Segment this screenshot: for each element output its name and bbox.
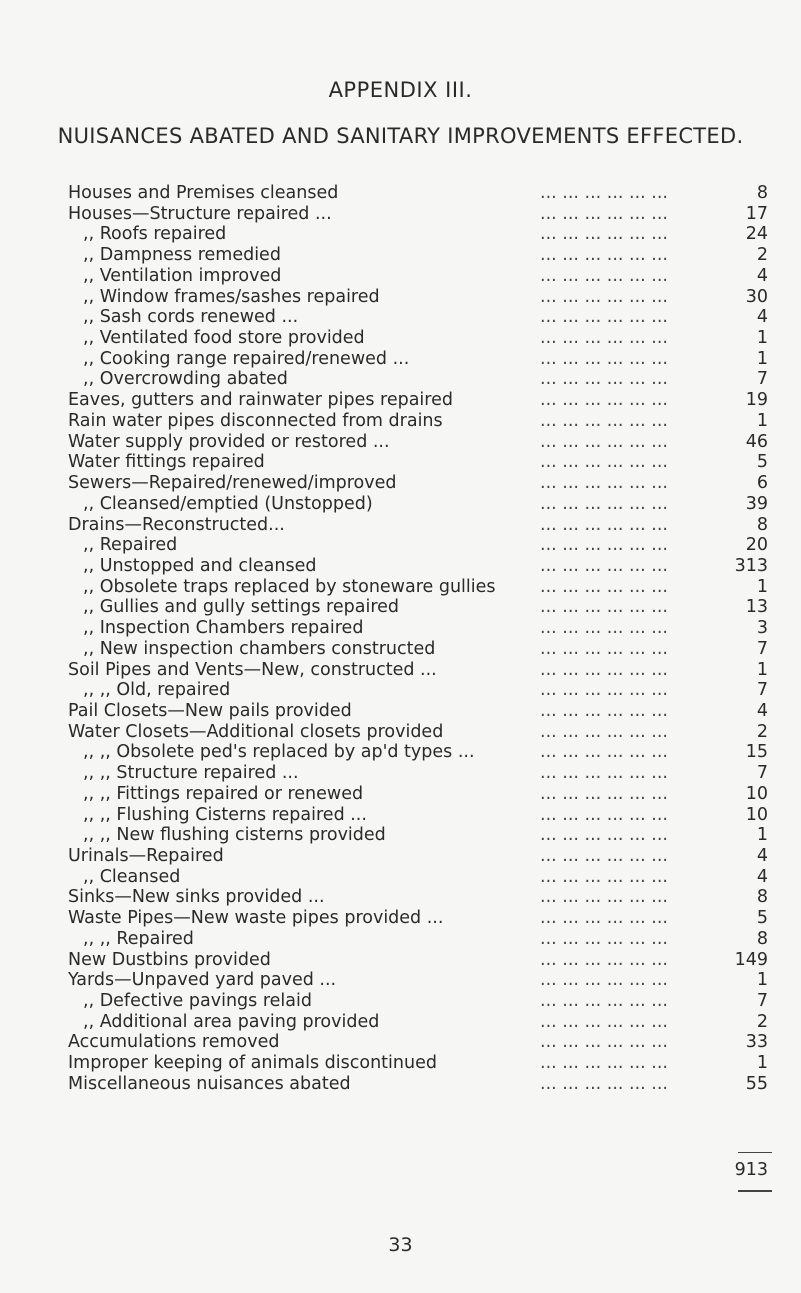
item-label: ,, ,, Structure repaired ...	[83, 763, 299, 784]
item-value: 6	[756, 473, 768, 494]
list-item	[0, 784, 801, 805]
list-item	[0, 887, 801, 908]
list-item	[0, 970, 801, 991]
list-item	[0, 680, 801, 701]
dot-leader: ... ... ... ... ... ...	[540, 328, 668, 349]
list-item	[0, 1053, 801, 1074]
item-label: ,, ,, New flushing cisterns provided	[83, 825, 386, 846]
item-label: ,, Defective pavings relaid	[83, 991, 312, 1012]
item-value: 8	[756, 514, 768, 535]
item-label: ,, Overcrowding abated	[83, 369, 288, 390]
dot-leader: ... ... ... ... ... ...	[540, 846, 668, 866]
list-item	[0, 1074, 801, 1095]
item-value: 4	[756, 265, 768, 286]
item-value: 13	[745, 597, 768, 618]
item-value: 1	[756, 970, 768, 991]
list-item	[0, 556, 801, 577]
item-value: 55	[745, 1073, 768, 1094]
item-label: Water supply provided or restored ...	[68, 431, 390, 452]
item-value: 4	[756, 307, 768, 328]
item-label: Water fittings repaired	[68, 452, 265, 473]
item-value: 5	[756, 452, 768, 473]
item-value: 1	[756, 1053, 768, 1074]
item-value: 5	[756, 908, 768, 929]
dot-leader: ... ... ... ... ... ...	[540, 804, 668, 825]
list-item	[0, 328, 801, 349]
list-item	[0, 1032, 801, 1053]
list-item	[0, 846, 801, 867]
dot-leader: ... ... ... ... ... ...	[540, 908, 668, 929]
dot-leader: ... ... ... ... ... ...	[540, 1011, 668, 1032]
list-item	[0, 867, 801, 888]
list-item	[0, 411, 801, 432]
list-item	[0, 618, 801, 639]
dot-leader: ... ... ... ... ... ...	[540, 659, 668, 680]
item-label: Improper keeping of animals discontinued	[68, 1053, 437, 1074]
item-label: ,, ,, Repaired	[83, 928, 194, 949]
item-label: ,, Cleansed/emptied (Unstopped)	[83, 493, 373, 514]
item-label: Drains—Reconstructed...	[68, 514, 285, 535]
list-item	[0, 432, 801, 453]
item-label: Eaves, gutters and rainwater pipes repaired	[68, 390, 453, 411]
dot-leader: ... ... ... ... ... ...	[540, 928, 668, 949]
item-value: 33	[745, 1032, 768, 1053]
list-item	[0, 183, 801, 204]
item-value: 4	[756, 846, 768, 866]
item-value: 19	[745, 390, 768, 411]
appendix-heading: APPENDIX III.	[328, 78, 473, 102]
list-item	[0, 473, 801, 494]
dot-leader: ... ... ... ... ... ...	[540, 245, 668, 266]
dot-leader: ... ... ... ... ... ...	[540, 224, 668, 245]
item-label: Sewers—Repaired/renewed/improved	[68, 473, 397, 494]
dot-leader: ... ... ... ... ... ...	[540, 183, 668, 203]
item-value: 1	[756, 348, 768, 369]
list-item	[0, 660, 801, 681]
list-item	[0, 991, 801, 1012]
dot-leader: ... ... ... ... ... ...	[540, 991, 668, 1012]
dot-leader: ... ... ... ... ... ...	[540, 618, 668, 639]
item-label: Yards—Unpaved yard paved ...	[68, 970, 337, 991]
item-value: 46	[745, 431, 768, 452]
dot-leader: ... ... ... ... ... ...	[540, 493, 668, 514]
dot-leader: ... ... ... ... ... ...	[540, 970, 668, 991]
list-item	[0, 390, 801, 411]
list-item	[0, 287, 801, 308]
item-label: ,, Inspection Chambers repaired	[83, 618, 364, 639]
dot-leader: ... ... ... ... ... ...	[540, 700, 668, 721]
item-label: ,, Roofs repaired	[83, 224, 227, 245]
item-label: Waste Pipes—New waste pipes provided ...	[68, 908, 444, 929]
dot-leader: ... ... ... ... ... ...	[540, 348, 668, 369]
item-value: 1	[756, 410, 768, 431]
item-value: 3	[756, 618, 768, 639]
item-value: 17	[745, 203, 768, 224]
dot-leader: ... ... ... ... ... ...	[540, 576, 668, 597]
item-label: ,, New inspection chambers constructed	[83, 638, 436, 659]
item-label: Water Closets—Additional closets provided	[68, 721, 444, 742]
total-rule-bottom	[738, 1190, 772, 1192]
dot-leader: ... ... ... ... ... ...	[540, 431, 668, 452]
dot-leader: ... ... ... ... ... ...	[540, 452, 668, 473]
dot-leader: ... ... ... ... ... ...	[540, 597, 668, 618]
dot-leader: ... ... ... ... ... ...	[540, 680, 668, 701]
dot-leader: ... ... ... ... ... ...	[540, 825, 668, 846]
list-item	[0, 722, 801, 743]
item-value: 20	[745, 535, 768, 556]
item-label: Rain water pipes disconnected from drains	[68, 410, 443, 431]
dot-leader: ... ... ... ... ... ...	[540, 721, 668, 742]
page-number: 33	[388, 1234, 413, 1256]
item-value: 7	[756, 369, 768, 390]
item-label: ,, Ventilation improved	[83, 265, 282, 286]
dot-leader: ... ... ... ... ... ...	[540, 307, 668, 328]
dot-leader: ... ... ... ... ... ...	[540, 1073, 668, 1094]
list-item	[0, 763, 801, 784]
item-label: ,, Cleansed	[83, 866, 181, 887]
list-item	[0, 908, 801, 929]
item-value: 30	[745, 286, 768, 307]
item-value: 24	[745, 224, 768, 245]
item-value: 15	[745, 742, 768, 763]
item-label: ,, ,, Fittings repaired or renewed	[83, 783, 364, 804]
list-item	[0, 452, 801, 473]
dot-leader: ... ... ... ... ... ...	[540, 949, 668, 970]
list-item	[0, 1012, 801, 1033]
item-label: ,, Repaired	[83, 535, 178, 556]
item-label: Houses and Premises cleansed	[68, 183, 339, 203]
item-value: 8	[756, 887, 768, 908]
item-label: Accumulations removed	[68, 1032, 280, 1053]
item-value: 8	[756, 928, 768, 949]
item-value: 2	[756, 245, 768, 266]
item-label: ,, ,, Obsolete ped's replaced by ap'd types ...	[83, 742, 475, 763]
list-item	[0, 245, 801, 266]
list-item	[0, 597, 801, 618]
item-label: ,, Unstopped and cleansed	[83, 555, 317, 576]
list-item	[0, 825, 801, 846]
item-value: 149	[734, 949, 768, 970]
list-item	[0, 515, 801, 536]
dot-leader: ... ... ... ... ... ...	[540, 866, 668, 887]
dot-leader: ... ... ... ... ... ...	[540, 286, 668, 307]
list-item	[0, 929, 801, 950]
list-item	[0, 266, 801, 287]
item-value: 1	[756, 825, 768, 846]
item-label: Sinks—New sinks provided ...	[68, 887, 325, 908]
item-value: 7	[756, 680, 768, 701]
list-item	[0, 577, 801, 598]
list-item	[0, 349, 801, 370]
item-value: 4	[756, 866, 768, 887]
total-rule-top	[738, 1152, 772, 1153]
dot-leader: ... ... ... ... ... ...	[540, 887, 668, 908]
item-label: ,, Window frames/sashes repaired	[83, 286, 380, 307]
item-label: ,, Sash cords renewed ...	[83, 307, 299, 328]
item-label: ,, Obsolete traps replaced by stoneware gullies	[83, 576, 496, 597]
dot-leader: ... ... ... ... ... ...	[540, 1032, 668, 1053]
total-value: 913	[734, 1160, 768, 1180]
item-value: 7	[756, 763, 768, 784]
list-item	[0, 742, 801, 763]
item-value: 313	[734, 555, 768, 576]
item-value: 2	[756, 1011, 768, 1032]
dot-leader: ... ... ... ... ... ...	[540, 473, 668, 494]
item-label: New Dustbins provided	[68, 949, 271, 970]
item-value: 39	[745, 493, 768, 514]
item-label: ,, Dampness remedied	[83, 245, 281, 266]
list-item	[0, 805, 801, 826]
item-label: ,, ,, Flushing Cisterns repaired ...	[83, 804, 367, 825]
item-label: ,, Ventilated food store provided	[83, 328, 365, 349]
item-label: ,, ,, Old, repaired	[83, 680, 231, 701]
list-item	[0, 307, 801, 328]
item-value: 1	[756, 576, 768, 597]
list-item	[0, 701, 801, 722]
item-value: 1	[756, 659, 768, 680]
item-value: 8	[756, 183, 768, 203]
item-value: 7	[756, 638, 768, 659]
dot-leader: ... ... ... ... ... ...	[540, 390, 668, 411]
item-value: 1	[756, 328, 768, 349]
dot-leader: ... ... ... ... ... ...	[540, 638, 668, 659]
item-value: 7	[756, 991, 768, 1012]
dot-leader: ... ... ... ... ... ...	[540, 203, 668, 224]
dot-leader: ... ... ... ... ... ...	[540, 369, 668, 390]
list-item	[0, 639, 801, 660]
list-item	[0, 204, 801, 225]
list-item	[0, 535, 801, 556]
dot-leader: ... ... ... ... ... ...	[540, 763, 668, 784]
dot-leader: ... ... ... ... ... ...	[540, 514, 668, 535]
dot-leader: ... ... ... ... ... ...	[540, 535, 668, 556]
item-value: 10	[745, 804, 768, 825]
nuisances-list	[0, 183, 801, 1095]
dot-leader: ... ... ... ... ... ...	[540, 742, 668, 763]
dot-leader: ... ... ... ... ... ...	[540, 410, 668, 431]
item-label: Urinals—Repaired	[68, 846, 224, 866]
page-title: NUISANCES ABATED AND SANITARY IMPROVEMENTS EFFECTED.	[57, 124, 744, 148]
dot-leader: ... ... ... ... ... ...	[540, 555, 668, 576]
item-label: Pail Closets—New pails provided	[68, 700, 352, 721]
dot-leader: ... ... ... ... ... ...	[540, 1053, 668, 1074]
item-label: Houses—Structure repaired ...	[68, 203, 332, 224]
list-item	[0, 369, 801, 390]
list-item	[0, 494, 801, 515]
item-value: 2	[756, 721, 768, 742]
item-label: ,, Additional area paving provided	[83, 1011, 380, 1032]
dot-leader: ... ... ... ... ... ...	[540, 265, 668, 286]
item-value: 10	[745, 783, 768, 804]
item-label: ,, Cooking range repaired/renewed ...	[83, 348, 410, 369]
item-label: Miscellaneous nuisances abated	[68, 1073, 351, 1094]
list-item	[0, 950, 801, 971]
item-label: ,, Gullies and gully settings repaired	[83, 597, 400, 618]
item-value: 4	[756, 700, 768, 721]
item-label: Soil Pipes and Vents—New, constructed ...	[68, 659, 437, 680]
dot-leader: ... ... ... ... ... ...	[540, 783, 668, 804]
list-item	[0, 224, 801, 245]
